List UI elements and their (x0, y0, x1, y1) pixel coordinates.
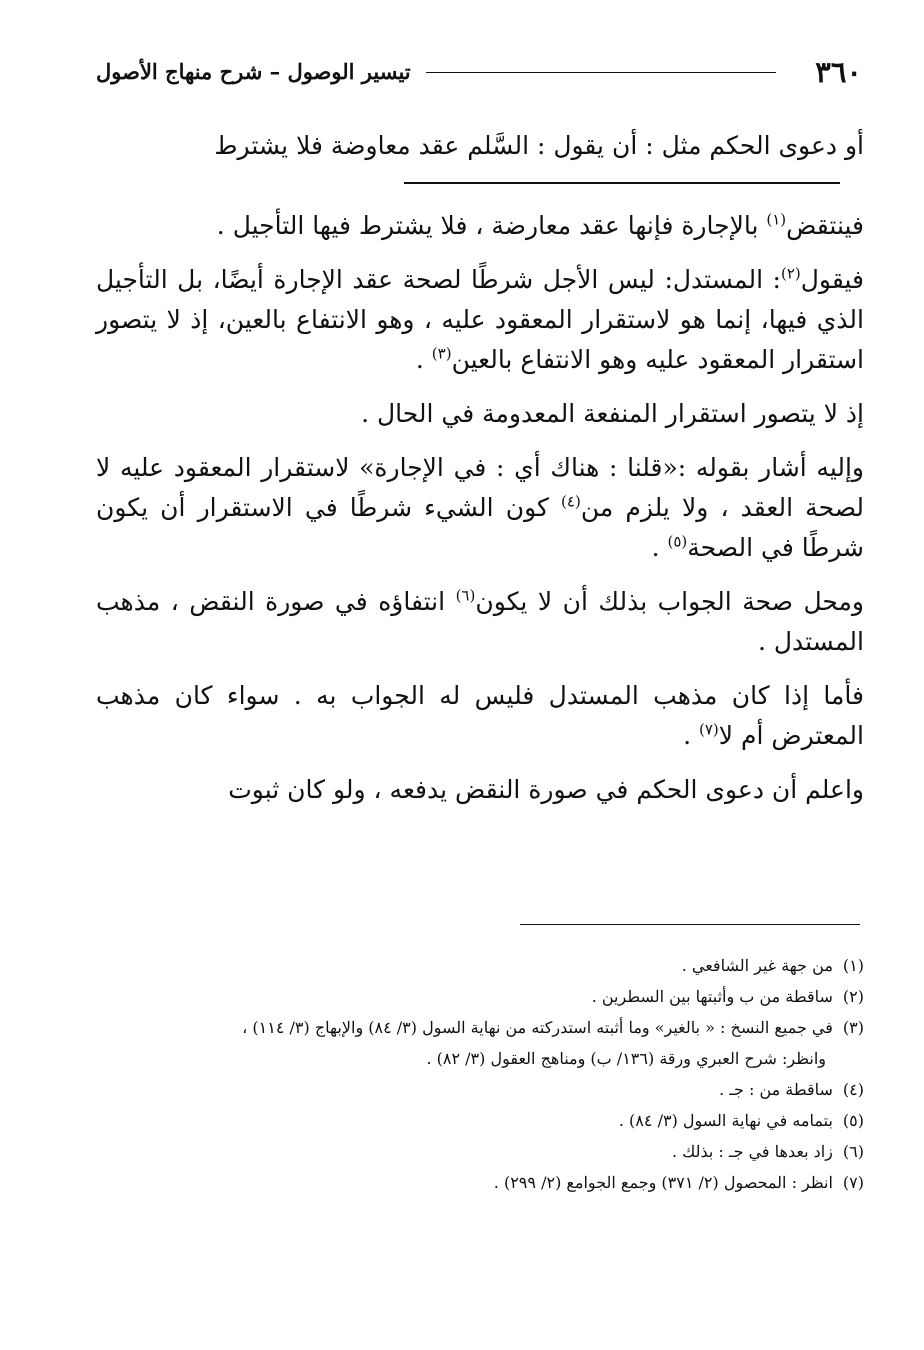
paragraph-1: أو دعوى الحكم مثل : أن يقول : السَّلم عقد معاوضة فلا يشترط (214, 131, 864, 160)
paragraph-2: فينتقض$^{(١)}$ بالإجارة فإنها عقد معارضة ، فلا يشترط فيها التأجيل . (216, 210, 864, 240)
footnote-7: (٧)انظر : المحصول (٢/ ٣٧١) وجمع الجوامع (٢/ ٢٩٩) . (493, 1173, 864, 1192)
footnotes (200, 952, 864, 1200)
footnote-5: (٥)بتمامه في نهاية السول (٣/ ٨٤) . (618, 1111, 864, 1130)
footnote-3: (٣)في جميع النسخ : « بالغير» وما أثبته استدركته من نهاية السول (٣/ ٨٤) والإبهاج (٣/ ١١٤) ، (242, 1018, 864, 1037)
footnote-ref: (٢) (780, 264, 801, 283)
running-title: تيسير الوصول – شرح منهاج الأصول (96, 59, 411, 84)
footnote-ref: (٤) (561, 492, 581, 511)
paragraph-3: فيقول$^{(٢)}$: المستدل: ليس الأجل شرطًا لصحة عقد الإجارة أيضًا، بل التأجيل الذي فيها، إنما هو لاستقرار المعقود عليه ، وهو الانتفاع بالعين، إذ لا يتصور استقرار المعقود عليه وهو الانتفاع بالعين$^{(٣)}$ . (96, 264, 864, 374)
paragraph-7: فأما إذا كان مذهب المستدل فليس له الجواب به . سواء كان مذهب المعترض أم لا$^{(٧)}$ . (96, 681, 864, 750)
footnote-ref: (٧) (699, 720, 719, 739)
footnote-ref: (٥) (667, 532, 688, 551)
footnote-rule (520, 924, 860, 925)
footnote-6: (٦)زاد بعدها في جـ : بذلك . (671, 1142, 864, 1161)
footnote-ref: (٦) (455, 586, 476, 605)
header-rule (426, 72, 776, 73)
paragraph-5: وإليه أشار بقوله :«قلنا : هناك أي : في الإجارة» لاستقرار المعقود عليه لا لصحة العقد ، ولا يلزم من$^{(٤)}$ كون الشيء شرطًا في الاستقرار أن يكون شرطًا في الصحة$^{(٥)}$ . (96, 453, 864, 562)
text-rule (404, 182, 840, 184)
paragraph-6: ومحل صحة الجواب بذلك أن لا يكون$^{(٦)}$ انتفاؤه في صورة النقض ، مذهب المستدل . (96, 586, 864, 656)
footnote-ref: (١) (766, 210, 787, 229)
main-text (96, 126, 864, 810)
page-header (96, 52, 862, 92)
page-number: ٣٦٠ (815, 55, 862, 89)
footnote-ref: (٣) (431, 344, 452, 363)
paragraph-8: واعلم أن دعوى الحكم في صورة النقض يدفعه ، ولو كان ثبوت (228, 775, 864, 804)
footnote-1: (١)من جهة غير الشافعي . (681, 956, 864, 975)
paragraph-4: إذ لا يتصور استقرار المنفعة المعدومة في الحال . (361, 399, 864, 428)
footnote-3-continued: وانظر: شرح العبري ورقة (١٣٦/ ب) ومناهج العقول (٣/ ٨٢) . (426, 1049, 826, 1068)
footnote-4: (٤)ساقطة من : جـ . (719, 1080, 864, 1099)
footnote-2: (٢)ساقطة من ب وأثبتها بين السطرين . (591, 987, 864, 1006)
